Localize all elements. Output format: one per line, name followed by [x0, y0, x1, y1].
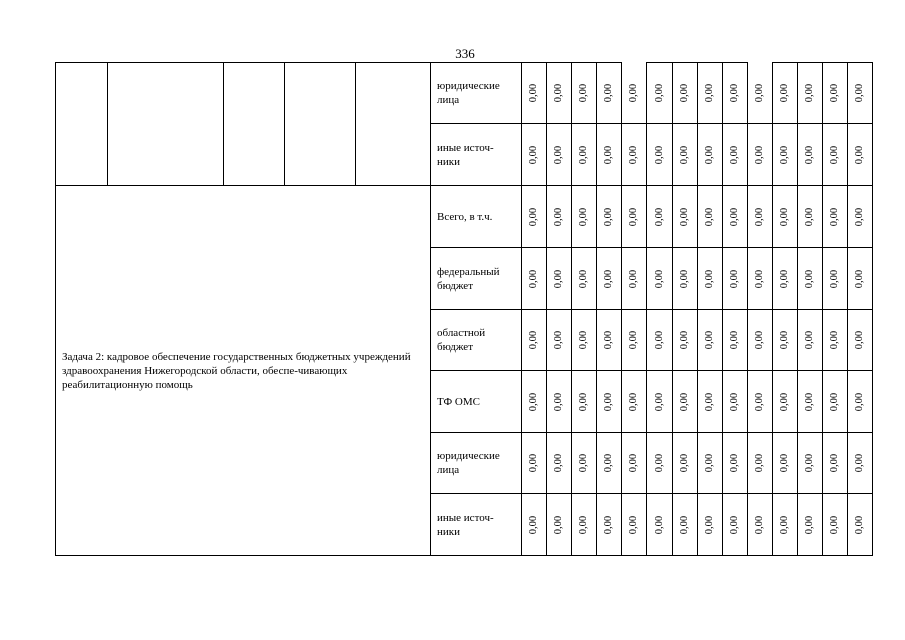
value-text: 0,00	[753, 83, 765, 102]
value-text: 0,00	[603, 453, 615, 473]
value-text: 0,00	[528, 269, 540, 288]
value-cell	[772, 310, 797, 371]
value-text: 0,00	[804, 453, 816, 473]
value-text: 0,00	[804, 83, 816, 103]
value-text: 0,00	[854, 515, 866, 534]
value-text: 0,00	[728, 269, 740, 288]
value-text: 0,00	[703, 145, 715, 164]
value-text: 0,00	[553, 453, 565, 473]
value-cell	[747, 63, 772, 124]
value-cell	[772, 124, 797, 186]
value-cell	[697, 186, 722, 248]
value-cell	[547, 310, 572, 371]
value-text: 0,00	[778, 453, 790, 473]
value-cell	[597, 310, 622, 371]
value-text: 0,00	[728, 515, 740, 534]
value-text: 0,00	[553, 330, 565, 350]
value-text: 0,00	[578, 515, 590, 534]
value-cell	[697, 310, 722, 371]
empty-cell	[285, 63, 356, 186]
value-cell	[647, 494, 672, 556]
value-text: 0,00	[703, 269, 715, 288]
value-text: 0,00	[753, 145, 765, 164]
value-cell	[647, 433, 672, 494]
value-text: 0,00	[553, 515, 565, 534]
value-cell	[798, 310, 823, 371]
funding-source-cell	[431, 63, 522, 124]
value-text: 0,00	[753, 269, 765, 288]
funding-source-cell	[431, 248, 522, 310]
value-text: 0,00	[628, 392, 640, 411]
value-text: 0,00	[578, 207, 590, 226]
funding-source-label: федеральный бюджет	[437, 265, 500, 292]
funding-source-label: Всего, в т.ч.	[437, 210, 493, 223]
value-cell	[647, 248, 672, 310]
value-text: 0,00	[628, 453, 640, 473]
value-cell	[547, 248, 572, 310]
value-text: 0,00	[728, 207, 740, 226]
value-cell	[722, 248, 747, 310]
value-text: 0,00	[603, 330, 615, 350]
value-text: 0,00	[854, 269, 866, 288]
value-cell	[798, 248, 823, 310]
value-text: 0,00	[829, 207, 841, 226]
value-cell	[747, 248, 772, 310]
value-cell	[823, 124, 848, 186]
value-text: 0,00	[778, 83, 790, 103]
funding-source-cell	[431, 186, 522, 248]
value-text: 0,00	[628, 515, 640, 534]
value-cell	[747, 494, 772, 556]
funding-source-label: юридические лица	[437, 80, 500, 106]
value-cell	[572, 371, 597, 433]
page-number: 336	[455, 46, 475, 61]
value-cell	[597, 63, 622, 124]
value-cell	[823, 371, 848, 433]
value-text: 0,00	[553, 269, 565, 288]
value-cell	[572, 494, 597, 556]
value-text: 0,00	[628, 145, 640, 164]
value-cell	[597, 433, 622, 494]
value-cell	[547, 371, 572, 433]
value-text: 0,00	[829, 269, 841, 288]
value-text: 0,00	[653, 207, 665, 226]
value-text: 0,00	[854, 207, 866, 226]
value-text: 0,00	[578, 269, 590, 288]
value-cell	[572, 63, 597, 124]
value-text: 0,00	[829, 330, 841, 350]
value-cell	[547, 494, 572, 556]
value-cell	[547, 186, 572, 248]
value-cell	[597, 186, 622, 248]
value-cell	[672, 494, 697, 556]
value-text: 0,00	[653, 145, 665, 164]
value-cell	[722, 310, 747, 371]
value-cell	[798, 433, 823, 494]
value-cell	[647, 310, 672, 371]
value-cell	[848, 494, 873, 556]
value-cell	[697, 63, 722, 124]
value-text: 0,00	[553, 392, 565, 411]
value-cell	[823, 433, 848, 494]
value-text: 0,00	[854, 330, 866, 350]
value-text: 0,00	[578, 392, 590, 411]
value-text: 0,00	[753, 330, 765, 350]
value-text: 0,00	[678, 269, 690, 288]
value-text: 0,00	[603, 269, 615, 288]
value-cell	[572, 433, 597, 494]
value-text: 0,00	[628, 269, 640, 288]
value-text: 0,00	[528, 207, 540, 226]
value-text: 0,00	[678, 453, 690, 473]
value-cell	[547, 124, 572, 186]
value-cell	[823, 186, 848, 248]
value-cell	[672, 433, 697, 494]
value-text: 0,00	[728, 330, 740, 350]
value-text: 0,00	[678, 207, 690, 226]
empty-cell	[356, 63, 431, 186]
value-cell	[572, 310, 597, 371]
value-cell	[722, 494, 747, 556]
value-text: 0,00	[578, 453, 590, 473]
value-cell	[522, 371, 547, 433]
value-cell	[722, 371, 747, 433]
funding-source-label: иные источ-ники	[437, 141, 494, 168]
value-cell	[522, 494, 547, 556]
value-text: 0,00	[578, 330, 590, 350]
value-cell	[622, 248, 647, 310]
value-cell	[622, 310, 647, 371]
value-text: 0,00	[854, 145, 866, 164]
value-cell	[747, 124, 772, 186]
funding-source-cell	[431, 371, 522, 433]
value-cell	[547, 63, 572, 124]
value-text: 0,00	[528, 515, 540, 534]
value-cell	[597, 248, 622, 310]
value-text: 0,00	[603, 392, 615, 411]
value-cell	[622, 371, 647, 433]
value-cell	[848, 433, 873, 494]
value-text: 0,00	[778, 207, 790, 226]
value-text: 0,00	[753, 453, 765, 473]
value-text: 0,00	[678, 83, 690, 103]
value-cell	[747, 310, 772, 371]
value-cell	[823, 310, 848, 371]
value-text: 0,00	[528, 453, 540, 473]
value-cell	[747, 371, 772, 433]
empty-cell	[56, 63, 108, 186]
value-cell	[672, 186, 697, 248]
value-text: 0,00	[628, 207, 640, 226]
value-text: 0,00	[829, 145, 841, 164]
funding-source-cell	[431, 494, 522, 556]
value-cell	[848, 186, 873, 248]
value-text: 0,00	[778, 392, 790, 411]
value-cell	[647, 124, 672, 186]
value-cell	[522, 124, 547, 186]
value-cell	[622, 494, 647, 556]
funding-source-cell	[431, 310, 522, 371]
value-cell	[772, 494, 797, 556]
value-cell	[622, 433, 647, 494]
value-text: 0,00	[703, 515, 715, 534]
value-text: 0,00	[703, 83, 715, 103]
value-text: 0,00	[603, 515, 615, 534]
value-text: 0,00	[703, 453, 715, 473]
value-cell	[672, 248, 697, 310]
funding-source-cell	[431, 433, 522, 494]
table-row	[56, 63, 873, 124]
value-cell	[823, 494, 848, 556]
value-text: 0,00	[578, 145, 590, 164]
value-cell	[747, 186, 772, 248]
value-cell	[848, 124, 873, 186]
value-cell	[697, 494, 722, 556]
value-cell	[622, 63, 647, 124]
value-text: 0,00	[728, 145, 740, 164]
funding-source-label: иные источ-ники	[437, 511, 494, 538]
value-cell	[798, 494, 823, 556]
value-cell	[798, 186, 823, 248]
table-row	[56, 186, 873, 248]
value-cell	[522, 63, 547, 124]
value-text: 0,00	[653, 453, 665, 473]
value-text: 0,00	[728, 453, 740, 473]
value-cell	[722, 186, 747, 248]
value-text: 0,00	[778, 269, 790, 288]
value-cell	[547, 433, 572, 494]
value-text: 0,00	[804, 515, 816, 534]
value-cell	[747, 433, 772, 494]
value-text: 0,00	[528, 83, 540, 103]
value-text: 0,00	[854, 392, 866, 411]
value-cell	[572, 186, 597, 248]
value-text: 0,00	[528, 392, 540, 411]
value-cell	[522, 248, 547, 310]
funding-source-label: ТФ ОМС	[437, 395, 480, 408]
value-cell	[647, 371, 672, 433]
value-cell	[597, 494, 622, 556]
value-text: 0,00	[829, 392, 841, 411]
value-cell	[722, 63, 747, 124]
value-cell	[823, 63, 848, 124]
value-cell	[597, 124, 622, 186]
value-cell	[772, 433, 797, 494]
value-cell	[772, 371, 797, 433]
task-description-cell	[56, 186, 431, 556]
value-cell	[697, 248, 722, 310]
value-cell	[697, 124, 722, 186]
value-text: 0,00	[829, 515, 841, 534]
value-cell	[672, 371, 697, 433]
value-text: 0,00	[578, 83, 590, 103]
value-cell	[672, 63, 697, 124]
value-text: 0,00	[778, 330, 790, 350]
value-text: 0,00	[703, 392, 715, 411]
value-cell	[772, 63, 797, 124]
value-text: 0,00	[553, 207, 565, 226]
value-text: 0,00	[829, 453, 841, 473]
value-cell	[672, 310, 697, 371]
value-text: 0,00	[653, 330, 665, 350]
value-cell	[798, 63, 823, 124]
empty-cell	[108, 63, 224, 186]
value-text: 0,00	[804, 330, 816, 350]
value-text: 0,00	[678, 145, 690, 164]
value-text: 0,00	[678, 330, 690, 350]
value-cell	[772, 186, 797, 248]
value-cell	[722, 433, 747, 494]
value-text: 0,00	[854, 453, 866, 473]
value-cell	[522, 186, 547, 248]
value-cell	[597, 371, 622, 433]
value-cell	[672, 124, 697, 186]
value-text: 0,00	[854, 83, 866, 103]
value-text: 0,00	[628, 330, 640, 350]
value-text: 0,00	[753, 207, 765, 226]
value-text: 0,00	[528, 330, 540, 350]
value-text: 0,00	[553, 145, 565, 164]
value-text: 0,00	[753, 392, 765, 411]
value-cell	[772, 248, 797, 310]
value-cell	[647, 63, 672, 124]
value-text: 0,00	[728, 392, 740, 411]
value-text: 0,00	[678, 515, 690, 534]
value-cell	[848, 63, 873, 124]
value-cell	[798, 371, 823, 433]
value-cell	[823, 248, 848, 310]
value-text: 0,00	[678, 392, 690, 411]
value-text: 0,00	[653, 83, 665, 103]
value-text: 0,00	[603, 207, 615, 226]
value-cell	[848, 248, 873, 310]
funding-source-cell	[431, 124, 522, 186]
funding-source-label: юридические лица	[437, 450, 500, 476]
value-cell	[697, 433, 722, 494]
value-text: 0,00	[829, 83, 841, 103]
value-cell	[647, 186, 672, 248]
budget-table	[55, 62, 873, 556]
value-text: 0,00	[703, 207, 715, 226]
value-text: 0,00	[778, 145, 790, 164]
value-text: 0,00	[804, 145, 816, 164]
task-title: Задача 2: кадровое обеспечение государственных бюджетных учреждений здравоохранения Нижегородской области, обеспе-чивающих реабилитационную помощь	[62, 350, 411, 391]
value-text: 0,00	[528, 145, 540, 164]
value-text: 0,00	[778, 515, 790, 534]
value-text: 0,00	[653, 515, 665, 534]
value-text: 0,00	[703, 330, 715, 350]
value-cell	[522, 310, 547, 371]
value-text: 0,00	[653, 269, 665, 288]
value-text: 0,00	[804, 207, 816, 226]
value-text: 0,00	[728, 83, 740, 103]
value-cell	[622, 186, 647, 248]
empty-cell	[224, 63, 285, 186]
value-text: 0,00	[628, 83, 640, 102]
value-cell	[848, 310, 873, 371]
value-text: 0,00	[653, 392, 665, 411]
value-text: 0,00	[753, 515, 765, 534]
value-text: 0,00	[804, 269, 816, 288]
value-cell	[572, 124, 597, 186]
value-text: 0,00	[603, 145, 615, 164]
value-cell	[697, 371, 722, 433]
value-text: 0,00	[804, 392, 816, 411]
value-cell	[622, 124, 647, 186]
value-text: 0,00	[603, 83, 615, 103]
value-cell	[848, 371, 873, 433]
value-text: 0,00	[553, 83, 565, 103]
funding-source-label: областной бюджет	[437, 327, 486, 353]
value-cell	[798, 124, 823, 186]
value-cell	[572, 248, 597, 310]
value-cell	[722, 124, 747, 186]
value-cell	[522, 433, 547, 494]
